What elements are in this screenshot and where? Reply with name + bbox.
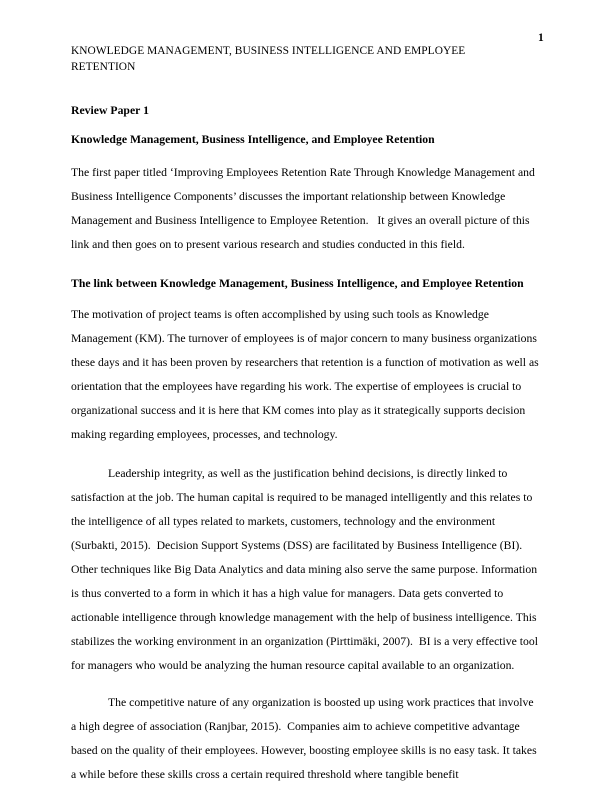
running-head: KNOWLEDGE MANAGEMENT, BUSINESS INTELLIGENCE AND EMPLOYEE RETENTION <box>71 45 466 73</box>
heading-paper-title: Knowledge Management, Business Intelligence, and Employee Retention <box>71 133 435 146</box>
paragraph-intro: The first paper titled ‘Improving Employees Retention Rate Through Knowledge Management and Business Intelligence Components’ discusses the important relationship between Knowledge Management and Business Intelligence to Employee Retention. It gives an overall picture of this link and then goes on to present various research and studies conducted in this field. <box>71 166 538 251</box>
page-number: 1 <box>538 32 544 44</box>
paragraph-leadership: Leadership integrity, as well as the justification behind decisions, is directly linked to satisfaction at the job. The human capital is required to be managed intelligently and this relates to the intelligence of all types related to markets, customers, technology and the environment (Surbakti, 2015). Decision Support Systems (DSS) are facilitated by Business Intelligence (BI). Other techniques like Big Data Analytics and data mining also serve the same purpose. Information is thus converted to a form in which it has a high value for managers. Data gets converted to actionable intelligence through knowledge management with the help of business intelligence. This stabilizes the working environment in an organization (Pirttimäki, 2007). BI is a very effective tool for managers who would be analyzing the human resource capital available to an organization. <box>71 467 541 672</box>
paragraph-spacer <box>71 447 541 462</box>
paragraph-competitive: The competitive nature of any organization is boosted up using work practices that involve a high degree of association (Ranjbar, 2015). Companies aim to achieve competitive advantage based on the quality of their employees. However, boosting employee skills is no easy task. It takes a while before these skills cross a certain required threshold where tangible benefit <box>71 696 540 781</box>
document-body <box>71 99 541 787</box>
paragraph-spacer <box>71 678 541 691</box>
heading-section-link: The link between Knowledge Management, Business Intelligence, and Employee Retention <box>71 277 524 290</box>
paragraph-motivation: The motivation of project teams is often accomplished by using such tools as Knowledge Management (KM). The turnover of employees is of major concern to many business organizations these days and it has been proven by researchers that retention is a function of motivation as well as orientation that the employees have regarding his work. The expertise of employees is crucial to organizational success and it is here that KM comes into play as it strategically supports decision making regarding employees, processes, and technology. <box>71 308 542 441</box>
heading-review-paper: Review Paper 1 <box>71 104 149 117</box>
paragraph-spacer <box>71 257 541 272</box>
